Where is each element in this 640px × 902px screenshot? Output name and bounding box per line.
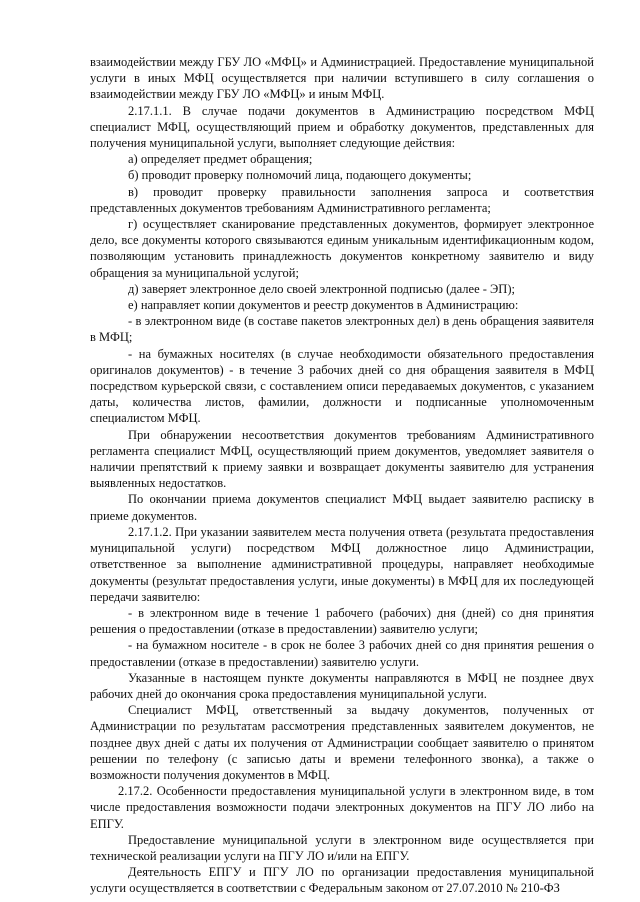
paragraph: 2.17.1.1. В случае подачи документов в Администрацию посредством МФЦ специалист МФЦ, осуществляющий прием и обработку документов, представленных для получения муниципальной услуги, выполняет следующие действия: [90,103,594,151]
list-item: - на бумажных носителях (в случае необходимости обязательного предоставления оригиналов документов) - в течение 3 рабочих дней со дня обращения заявителя в МФЦ посредством курьерской связи, с составлением описи передаваемых документов, с указанием даты, количества листов, фамилии, должности и подписанные уполномоченным специалистом МФЦ. [90,346,594,426]
paragraph: Указанные в настоящем пункте документы направляются в МФЦ не позднее двух рабочих дней до окончания срока предоставления муниципальной услуги. [90,670,594,701]
list-item: е) направляет копии документов и реестр документов в Администрацию: [128,298,519,313]
list-item: д) заверяет электронное дело своей электронной подписью (далее - ЭП); [128,281,515,296]
list-item: б) проводит проверку полномочий лица, подающего документы; [128,168,472,183]
paragraph: Деятельность ЕПГУ и ПГУ ЛО по организации предоставления муниципальной услуги осуществляется в соответствии с Федеральным законом от 27.07.2010 № 210-ФЗ [90,865,594,896]
paragraph: При обнаружении несоответствия документов требованиям Административного регламента специалист МФЦ, осуществляющий прием документов, уведомляет заявителя о наличии препятствий к приему заявки и возвращает документы заявителю для устранения выявленных недостатков. [90,427,594,491]
list-item: в) проводит проверку правильности заполнения запроса и соответствия представленных документов требованиям Административного регламента; [90,184,594,215]
list-item: а) определяет предмет обращения; [128,152,313,167]
paragraph: взаимодействии между ГБУ ЛО «МФЦ» и Администрацией. Предоставление муниципальной услуги в иных МФЦ осуществляется при наличии вступившего в силу соглашения о взаимодействии между ГБУ ЛО «МФЦ» и иным МФЦ. [90,55,594,102]
list-item: - в электронном виде в течение 1 рабочего (рабочих) дня (дней) со дня принятия решения о предоставлении (отказе в предоставлении) заявителю услуги; [90,605,594,637]
section-heading: 2.17.2. Особенности предоставления муниципальной услуги в электронном виде, в том числе предоставления возможности подачи электронных документов на ПГУ ЛО либо на ЕПГУ. [90,784,594,831]
paragraph: 2.17.1.2. При указании заявителем места получения ответа (результата предоставления муниципальной услуги) посредством МФЦ должностное лицо Администрации, ответственное за выполнение административной процедуры, направляет необходимые документы (результат предоставления услуги, иные документы) в МФЦ для их последующей передачи заявителю: [90,524,594,604]
list-item: - на бумажном носителе - в срок не более 3 рабочих дней со дня принятия решения о предоставлении (отказе в предоставлении) заявителю услуги. [90,638,594,669]
list-item: г) осуществляет сканирование представленных документов, формирует электронное дело, все документы которого связываются единым уникальным идентификационным кодом, позволяющим установить принадлежность документов конкретному заявителю и виду обращения за муниципальной услугой; [90,217,594,280]
list-item: - в электронном виде (в составе пакетов электронных дел) в день обращения заявителя в МФЦ; [90,314,594,345]
paragraph: По окончании приема документов специалист МФЦ выдает заявителю расписку в приеме документов. [90,492,594,523]
paragraph: Предоставление муниципальной услуги в электронном виде осуществляется при технической реализации услуги на ПГУ ЛО и/или на ЕПГУ. [90,832,594,863]
paragraph: Специалист МФЦ, ответственный за выдачу документов, полученных от Администрации по результатам рассмотрения представленных заявителем документов, не позднее двух дней с даты их получения от Администрации сообщает заявителю о принятом решении по телефону (с записью даты и времени телефонного звонка), а также о возможности получения документов в МФЦ. [90,703,594,782]
